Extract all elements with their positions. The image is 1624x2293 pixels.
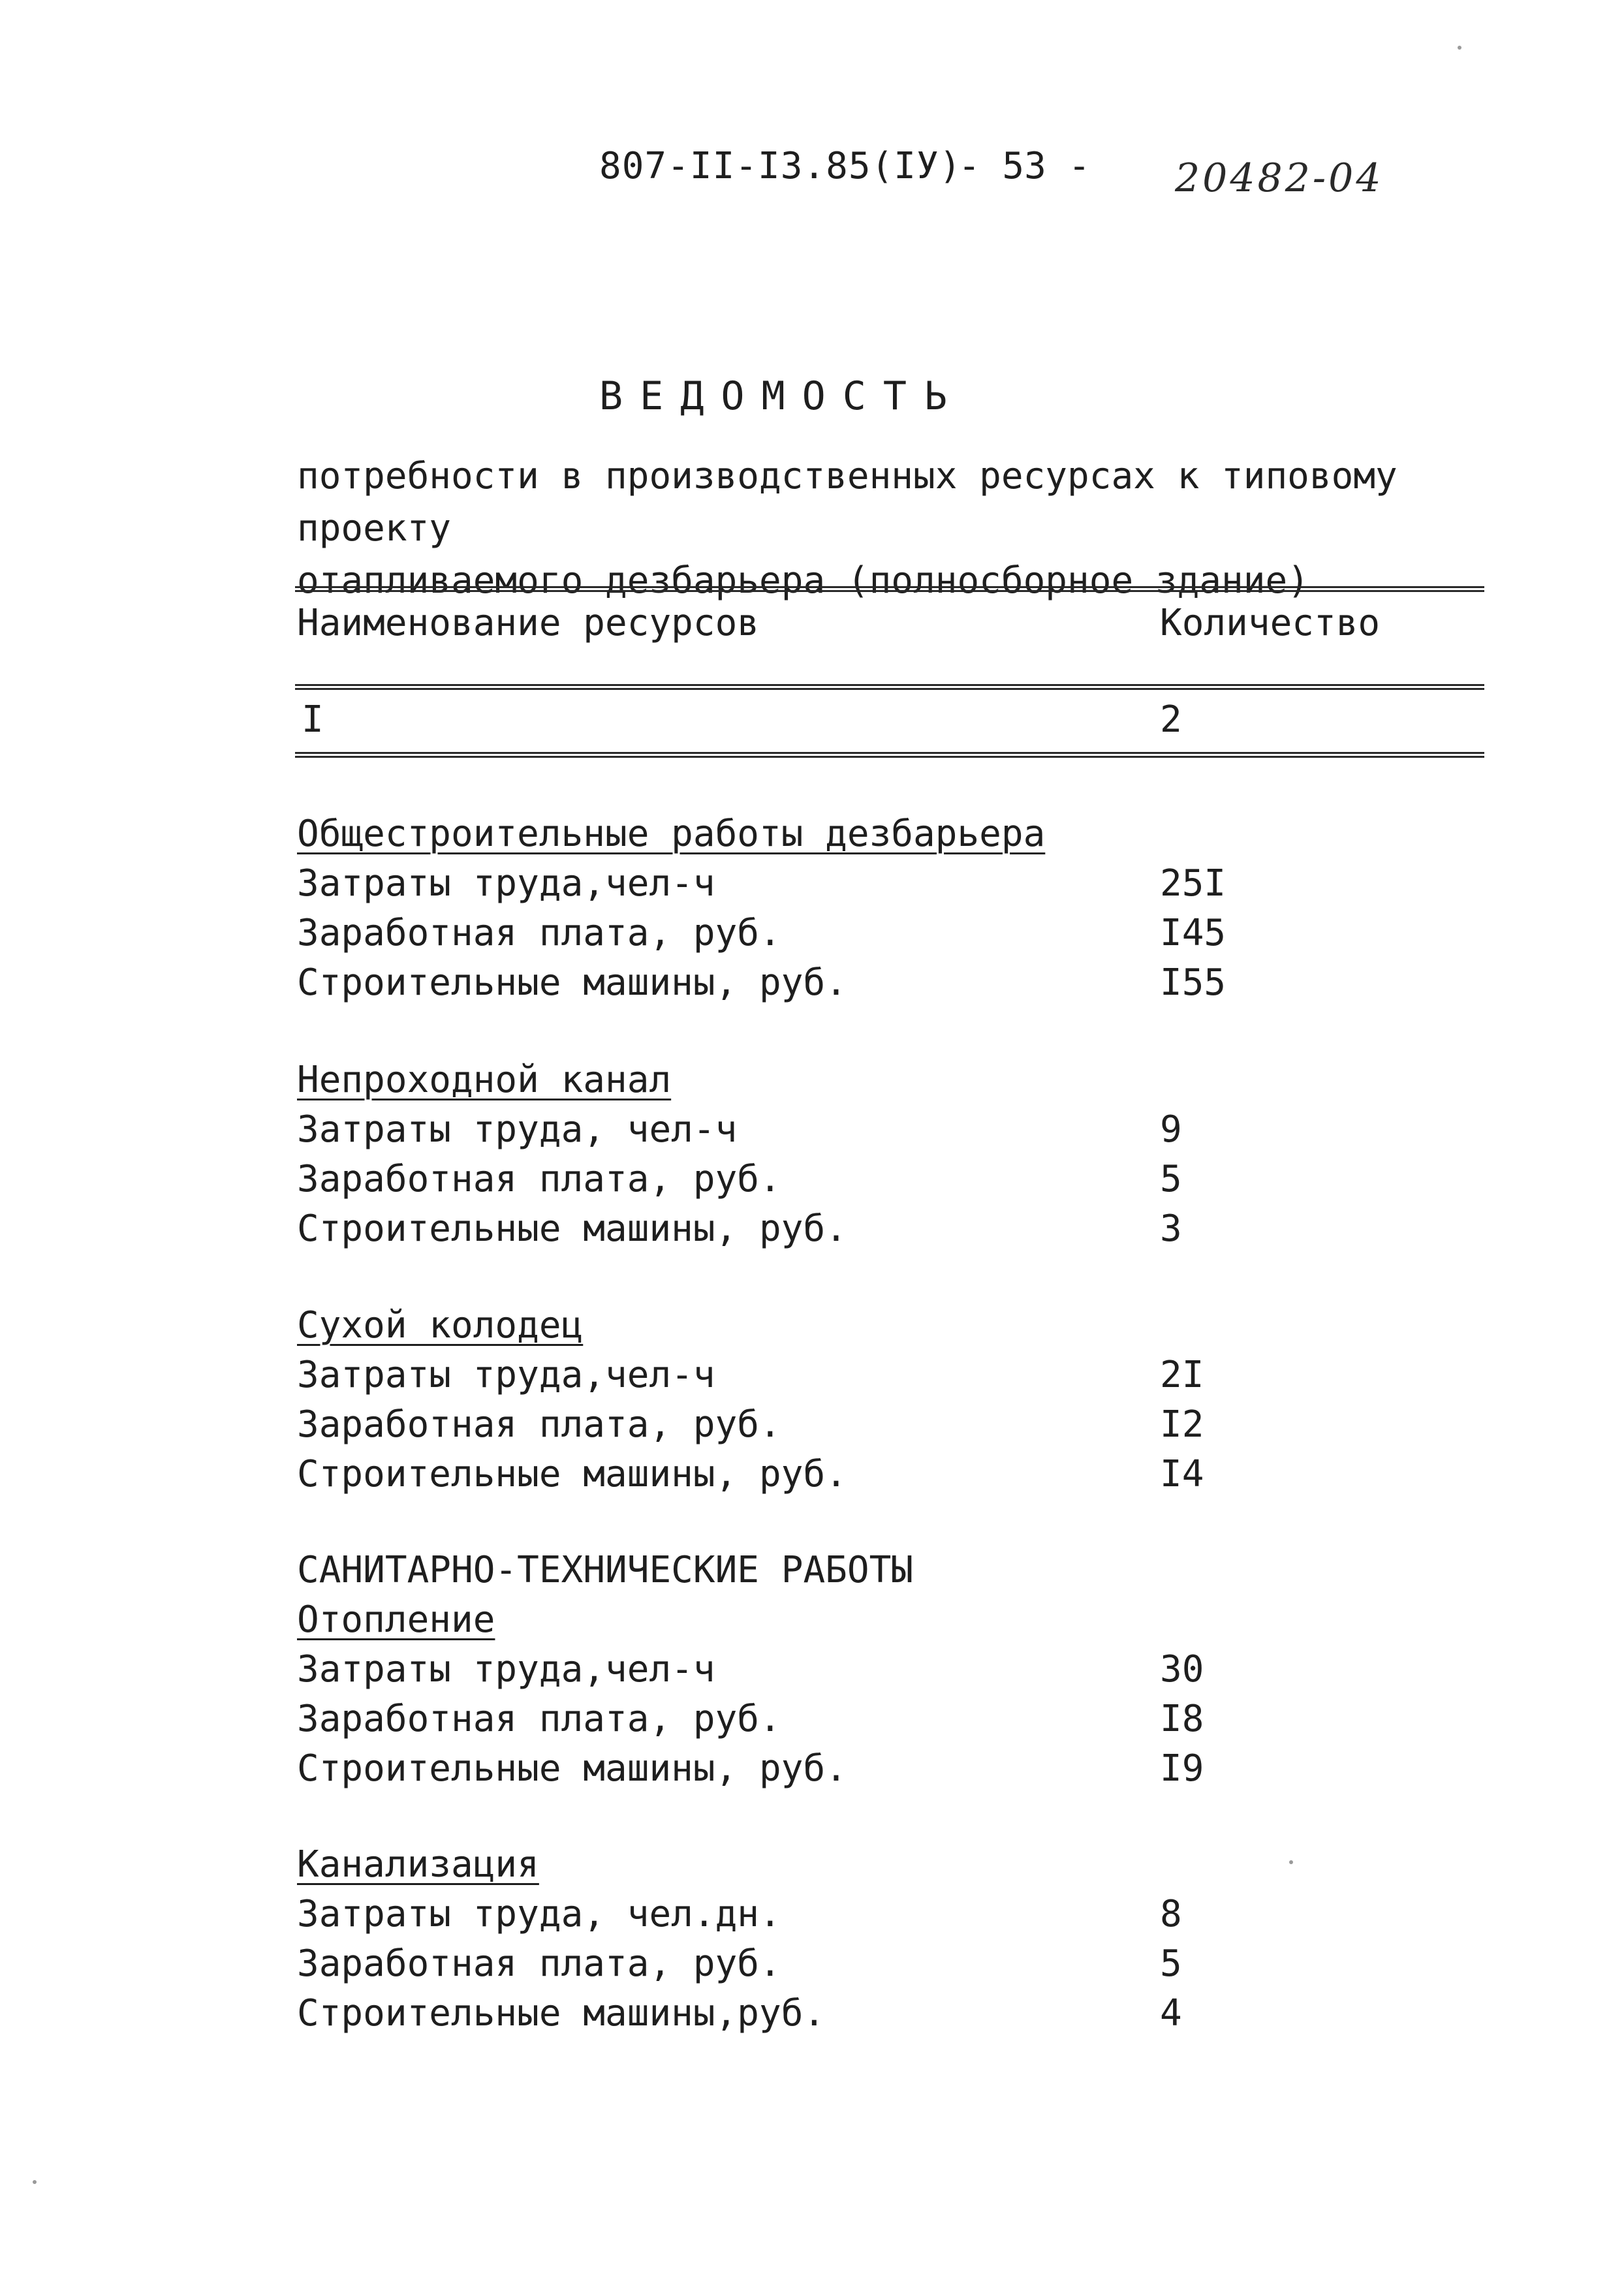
handwritten-reference-number: 20482-04 [1175,155,1384,201]
resource-label: Затраты труда,чел-ч [297,1648,715,1691]
scan-speck [1458,46,1461,50]
table-row [297,862,1472,912]
resource-label: Строительные машины, руб. [297,1208,847,1250]
table-row [297,1893,1472,1942]
resource-quantity: I2 [1160,1403,1204,1446]
resource-label: Затраты труда, чел-ч [297,1108,738,1151]
table-row [297,1942,1472,1992]
resource-quantity: 5 [1160,1942,1182,1985]
resource-quantity: 4 [1160,1992,1182,2035]
table-row [297,1698,1472,1747]
group-title: САНИТАРНО-ТЕХНИЧЕСКИЕ РАБОТЫ [297,1549,914,1591]
resource-quantity: 2I [1160,1354,1204,1396]
column-header-quantity: Количество [1160,602,1381,644]
section-title-row [297,1599,1472,1648]
section-sanitary-heating [297,1549,1472,1797]
table-numbers-bottom-rule [295,752,1484,758]
resource-quantity: 9 [1160,1108,1182,1151]
resource-label: Строительные машины, руб. [297,1747,847,1790]
table-header-bottom-rule [295,684,1484,690]
resource-quantity: 30 [1160,1648,1204,1691]
resource-quantity: 3 [1160,1208,1182,1250]
column-number-quantity: 2 [1160,698,1182,741]
document-subtitle: потребности в производственных ресурсах к типовому проекту отапливаемого дезбарьера (полносборное здание) [297,455,1398,602]
section-general-construction [297,813,1472,1011]
section-title: Общестроительные работы дезбарьера [297,813,1046,855]
section-title-row [297,1304,1472,1354]
resource-label: Затраты труда,чел-ч [297,862,715,905]
resource-quantity: I4 [1160,1453,1204,1495]
page-number: - 53 - [958,145,1091,187]
resource-label: Строительные машины, руб. [297,1453,847,1495]
section-title-row [297,1059,1472,1108]
resource-label: Затраты труда,чел-ч [297,1354,715,1396]
table-row [297,1747,1472,1797]
table-row [297,1992,1472,2042]
resource-quantity: I45 [1160,912,1226,954]
table-row [297,1354,1472,1403]
resource-label: Заработная плата, руб. [297,1158,781,1200]
resource-quantity: I8 [1160,1698,1204,1740]
table-row [297,1403,1472,1453]
scan-speck [1289,1860,1293,1864]
table-row [297,1208,1472,1257]
section-title-row [297,813,1472,862]
section-title-row [297,1843,1472,1893]
table-row [297,961,1472,1011]
group-title-row [297,1549,1472,1599]
section-title: Непроходной канал [297,1059,672,1101]
document-code: 807-II-I3.85(IУ) [599,145,962,187]
document-title: ВЕДОМОСТЬ [599,373,965,419]
resource-label: Заработная плата, руб. [297,1403,781,1446]
table-row [297,1453,1472,1503]
resource-label: Заработная плата, руб. [297,912,781,954]
column-number-name: I [302,698,324,741]
resource-label: Заработная плата, руб. [297,1942,781,1985]
column-header-name: Наименование ресурсов [297,602,760,644]
resource-label: Строительные машины, руб. [297,961,847,1004]
resource-quantity: I9 [1160,1747,1204,1790]
table-top-rule [295,586,1484,592]
section-title: Сухой колодец [297,1304,584,1347]
section-title: Канализация [297,1843,539,1886]
resource-label: Затраты труда, чел.дн. [297,1893,781,1935]
resource-label: Строительные машины,руб. [297,1992,826,2035]
resource-label: Заработная плата, руб. [297,1698,781,1740]
resource-quantity: 5 [1160,1158,1182,1200]
scan-speck [33,2180,37,2184]
resource-quantity: 8 [1160,1893,1182,1935]
table-row [297,1648,1472,1698]
table-row [297,1158,1472,1208]
section-sewerage [297,1843,1472,2042]
table-row [297,1108,1472,1158]
resource-quantity: I55 [1160,961,1226,1004]
resource-quantity: 25I [1160,862,1226,905]
section-dry-well [297,1304,1472,1503]
section-title: Отопление [297,1599,495,1641]
section-non-passable-channel [297,1059,1472,1257]
table-row [297,912,1472,961]
